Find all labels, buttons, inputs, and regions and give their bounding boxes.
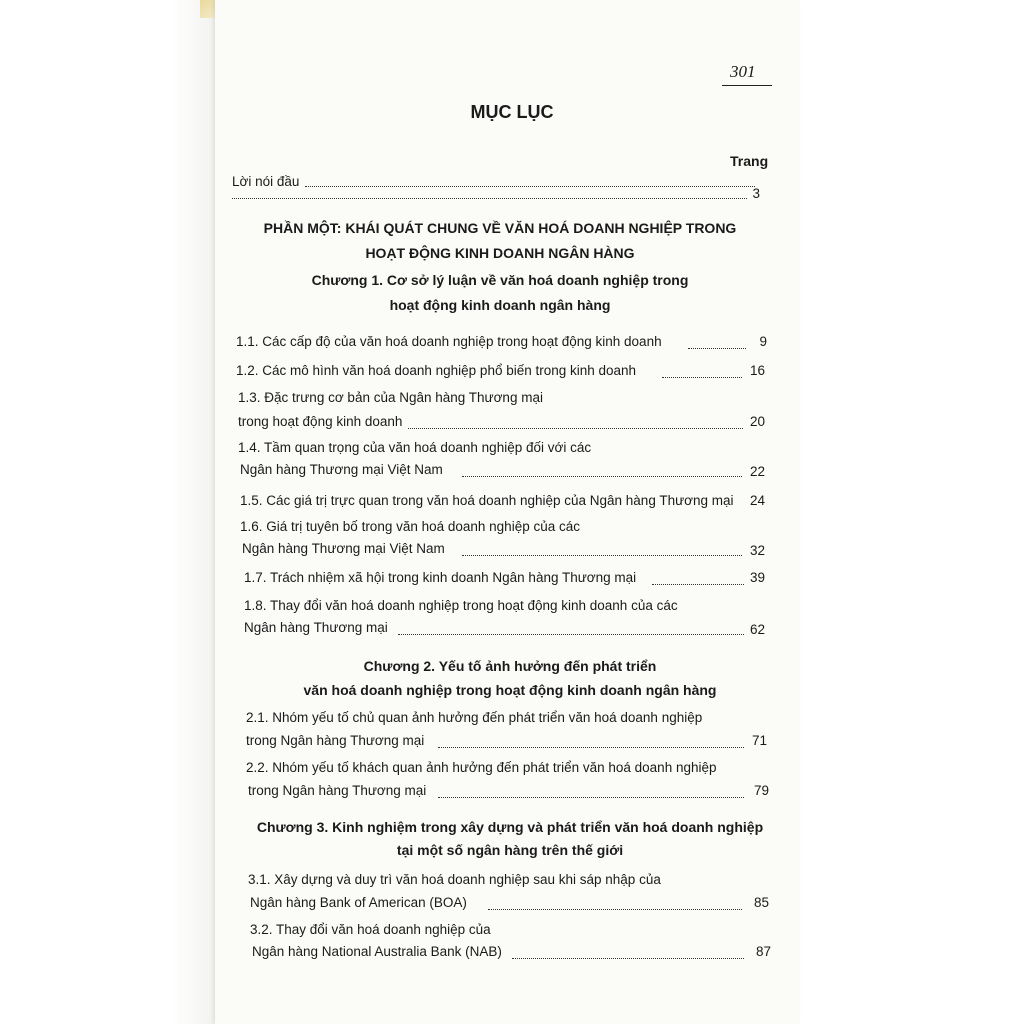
toc-leader	[438, 797, 744, 798]
part1-heading-line1: PHẦN MỘT: KHÁI QUÁT CHUNG VỀ VĂN HOÁ DOANH NGHIỆP TRONG	[263, 220, 737, 236]
toc-entry-1-4-line1: 1.4. Tầm quan trọng của văn hoá doanh nghiệp đối với các	[238, 440, 592, 455]
chapter3-heading-line2: tại một số ngân hàng trên thế giới	[396, 842, 624, 858]
toc-page-3-1: 85	[753, 895, 769, 910]
toc-page-1-3: 20	[749, 414, 765, 429]
toc-page-1-7: 39	[749, 570, 765, 585]
toc-leader	[438, 747, 744, 748]
toc-page-1-1: 9	[759, 334, 767, 349]
toc-entry-2-1-line2: trong Ngân hàng Thương mại	[246, 733, 425, 748]
toc-entry-2-2-line2: trong Ngân hàng Thương mại	[248, 783, 427, 798]
toc-entry-1-5: 1.5. Các giá trị trực quan trong văn hoá doanh nghiệp của Ngân hàng Thương mại	[240, 493, 734, 508]
toc-entry-2-1-line1: 2.1. Nhóm yếu tố chủ quan ảnh hưởng đến phát triển văn hoá doanh nghiệp	[246, 710, 703, 725]
part1-heading-line2: HOẠT ĐỘNG KINH DOANH NGÂN HÀNG	[365, 245, 635, 261]
toc-entry-1-3-line2: trong hoạt động kinh doanh	[238, 414, 403, 429]
toc-leader	[488, 909, 742, 910]
chapter3-heading-line1: Chương 3. Kinh nghiệm trong xây dựng và phát triển văn hoá doanh nghiệp	[256, 819, 764, 835]
toc-entry-2-2-line1: 2.2. Nhóm yếu tố khách quan ảnh hưởng đến phát triển văn hoá doanh nghiệp	[246, 760, 717, 775]
toc-entry-1-7: 1.7. Trách nhiệm xã hội trong kinh doanh Ngân hàng Thương mại	[244, 570, 637, 585]
chapter2-heading-line1: Chương 2. Yếu tố ảnh hưởng đến phát triển	[363, 658, 657, 674]
page-column-label: Trang	[730, 153, 769, 169]
page-number-rule	[722, 85, 772, 86]
preface-page: 3	[752, 186, 760, 201]
chapter1-heading-line1: Chương 1. Cơ sở lý luận về văn hoá doanh nghiệp trong	[311, 272, 689, 288]
toc-leader	[398, 634, 744, 635]
toc-entry-1-8-line2: Ngân hàng Thương mại	[244, 620, 388, 635]
toc-entry-3-1-line2: Ngân hàng Bank of American (BOA)	[250, 895, 467, 910]
toc-entry-1-6-line1: 1.6. Giá trị tuyên bố trong văn hoá doanh nghiệp của các	[240, 519, 580, 534]
left-margin	[0, 0, 215, 1024]
toc-page-3-2: 87	[755, 944, 771, 959]
toc-entry-1-1: 1.1. Các cấp độ của văn hoá doanh nghiệp trong hoạt động kinh doanh	[236, 334, 662, 349]
toc-leader	[512, 958, 744, 959]
toc-leader	[408, 428, 743, 429]
book-page	[215, 0, 800, 1024]
chapter1-heading-line2: hoạt động kinh doanh ngân hàng	[389, 297, 611, 313]
toc-page-1-4: 22	[749, 464, 765, 479]
page-number: 301	[730, 62, 756, 81]
toc-title: MỤC LỤC	[470, 102, 554, 122]
toc-entry-1-6-line2: Ngân hàng Thương mại Việt Nam	[242, 541, 445, 556]
toc-leader	[462, 555, 742, 556]
toc-leader	[462, 476, 742, 477]
toc-entry-3-1-line1: 3.1. Xây dựng và duy trì văn hoá doanh nghiệp sau khi sáp nhập của	[248, 872, 661, 887]
preface-label: Lời nói đầu	[232, 174, 300, 189]
toc-page-1-2: 16	[749, 363, 765, 378]
toc-entry-3-2-line1: 3.2. Thay đổi văn hoá doanh nghiệp của	[250, 922, 491, 937]
toc-page-2-1: 71	[751, 733, 767, 748]
toc-page-1-5: 24	[749, 493, 765, 508]
preface-leader	[232, 198, 747, 199]
toc-entry-1-8-line1: 1.8. Thay đổi văn hoá doanh nghiệp trong hoạt động kinh doanh của các	[244, 598, 678, 613]
toc-page-1-8: 62	[749, 622, 765, 637]
toc-entry-1-2: 1.2. Các mô hình văn hoá doanh nghiệp phổ biến trong kinh doanh	[236, 363, 637, 378]
toc-entry-3-2-line2: Ngân hàng National Australia Bank (NAB)	[252, 944, 502, 959]
preface-leader-top	[305, 186, 755, 187]
toc-page-2-2: 79	[753, 783, 769, 798]
chapter2-heading-line2: văn hoá doanh nghiệp trong hoạt động kinh doanh ngân hàng	[303, 682, 717, 698]
toc-entry-1-3-line1: 1.3. Đặc trưng cơ bản của Ngân hàng Thương mại	[238, 390, 543, 405]
toc-entry-1-4-line2: Ngân hàng Thương mại Việt Nam	[240, 462, 443, 477]
toc-page-1-6: 32	[749, 543, 765, 558]
